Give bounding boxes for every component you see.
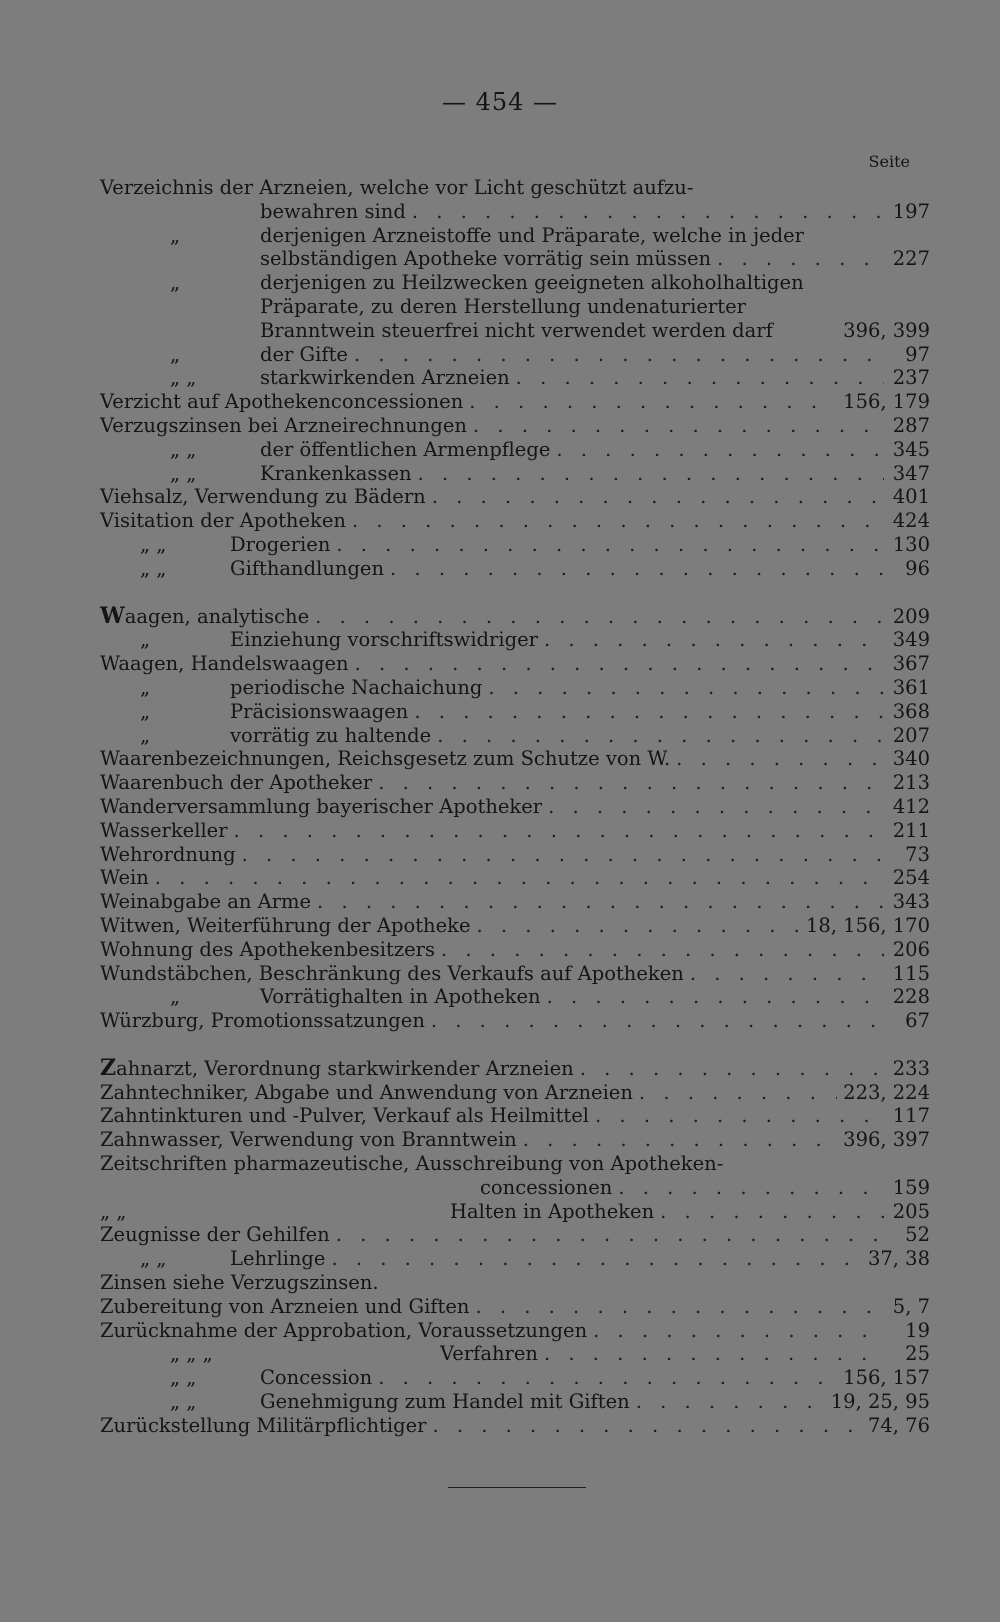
leader-dots [412, 200, 884, 224]
section-gap [100, 581, 930, 605]
index-entry [100, 938, 930, 962]
page-ref: 237 [892, 366, 930, 390]
leader-dots [437, 724, 884, 748]
index-entry [100, 1271, 930, 1295]
leader-dots [390, 557, 884, 581]
page-ref: 424 [892, 509, 930, 533]
index-entry [100, 200, 930, 224]
index-entry [100, 1342, 930, 1366]
page-ref: 197 [892, 199, 930, 223]
entry-text: Zinsen siehe Verzugszinsen. [100, 1271, 379, 1295]
leader-dots [556, 438, 884, 462]
index-entry [100, 962, 930, 986]
section-initial: Z [100, 1054, 117, 1081]
index-entry [100, 700, 930, 724]
leader-dots [595, 1104, 884, 1128]
ditto-mark: „ „ [140, 1247, 167, 1271]
page-ref: 367 [892, 652, 930, 676]
leader-dots [690, 962, 884, 986]
index-entry [100, 771, 930, 795]
ditto-mark: „ „ [170, 366, 197, 390]
leader-dots [331, 1247, 862, 1271]
page-ref: 347 [892, 461, 930, 485]
ditto-mark: „ [140, 628, 151, 652]
index-entry [100, 1176, 930, 1200]
entry-text: bewahren sind [260, 199, 406, 223]
leader-dots [548, 795, 884, 819]
entry-text: Witwen, Weiterführung der Apotheke [100, 913, 471, 937]
entry-text: Wein [100, 866, 149, 890]
leader-dots [242, 843, 884, 867]
page-ref: 25 [905, 1342, 930, 1366]
index-list [100, 176, 930, 1438]
leader-dots [476, 914, 799, 938]
page-ref: 287 [892, 413, 930, 437]
index-entry [100, 1319, 930, 1343]
index-entry [100, 1054, 930, 1081]
leader-dots [547, 985, 884, 1009]
ditto-mark: „ „ [170, 1390, 197, 1414]
entry-text: Waagen, analytische [100, 602, 310, 629]
page-ref: 412 [892, 794, 930, 818]
entry-text: Lehrlinge [230, 1247, 326, 1271]
index-entry [100, 390, 930, 414]
page-ref: 396, 399 [843, 318, 930, 342]
entry-text: Genehmigung zum Handel mit Giften [260, 1390, 630, 1414]
ditto-mark: „ [140, 723, 151, 747]
entry-text: Wohnung des Apothekenbesitzers [100, 937, 436, 961]
page-ref: 227 [892, 247, 930, 271]
ditto-mark: „ „ [140, 532, 167, 556]
ditto-mark: „ „ [170, 461, 197, 485]
leader-dots [414, 700, 884, 724]
page-ref: 96 [905, 556, 930, 580]
leader-dots [660, 1200, 884, 1224]
page-ref: 209 [892, 604, 930, 628]
index-entry [100, 1390, 930, 1414]
page-ref: 211 [892, 818, 930, 842]
entry-text: Drogerien [230, 532, 331, 556]
index-section [100, 602, 930, 1033]
leader-dots [676, 747, 884, 771]
page-ref: 206 [892, 937, 930, 961]
entry-text: concessionen [480, 1175, 613, 1199]
entry-text: Weinabgabe an Arme [100, 890, 312, 914]
page-ref: 156, 157 [843, 1366, 930, 1390]
index-entry [100, 890, 930, 914]
entry-text: Zubereitung von Arzneien und Giften [100, 1294, 470, 1318]
index-entry [100, 1247, 930, 1271]
leader-dots [378, 771, 884, 795]
entry-text: Waarenbuch der Apotheker [100, 771, 373, 795]
ditto-mark: „ [170, 271, 181, 295]
entry-text: Zeugnisse der Gehilfen [100, 1223, 330, 1247]
page-ref: 52 [905, 1223, 930, 1247]
index-entry [100, 319, 930, 343]
index-entry [100, 509, 930, 533]
index-entry [100, 271, 930, 295]
section-initial: W [100, 602, 125, 629]
entry-text: der Gifte [260, 342, 348, 366]
page-ref: 361 [892, 675, 930, 699]
leader-dots [488, 676, 884, 700]
index-entry [100, 247, 930, 271]
entry-text: Zeitschriften pharmazeutische, Ausschreibung von Apotheken- [100, 1152, 724, 1176]
ditto-mark: „ „ [170, 1366, 197, 1390]
leader-dots [523, 1128, 837, 1152]
index-entry [100, 1081, 930, 1105]
leader-dots [473, 414, 884, 438]
leader-dots [441, 938, 884, 962]
page-ref: 19 [905, 1318, 930, 1342]
index-entry [100, 1104, 930, 1128]
leader-dots [580, 1057, 884, 1081]
index-entry [100, 676, 930, 700]
entry-text: derjenigen Arzneistoffe und Präparate, welche in jeder [260, 223, 805, 247]
entry-text: Verfahren [440, 1342, 538, 1366]
entry-text: Verzeichnis der Arzneien, welche vor Licht geschützt aufzu- [100, 176, 694, 199]
entry-text: periodische Nachaichung [230, 675, 483, 699]
seite-label: Seite [868, 152, 910, 171]
index-entry [100, 485, 930, 509]
page-ref: 228 [892, 985, 930, 1009]
index-entry [100, 1128, 930, 1152]
entry-text: Zahntechniker, Abgabe und Anwendung von Arzneien [100, 1080, 633, 1104]
page-ref: 115 [892, 961, 930, 985]
ditto-mark: „ [140, 675, 151, 699]
leader-dots [544, 1342, 884, 1366]
leader-dots [378, 1366, 837, 1390]
entry-text: Gifthandlungen [230, 556, 385, 580]
entry-text: Zahnwasser, Verwendung von Branntwein [100, 1128, 517, 1152]
index-entry [100, 1295, 930, 1319]
ditto-mark: „ „ „ [170, 1342, 213, 1366]
page-ref: 18, 156, 170 [805, 913, 930, 937]
leader-dots [618, 1176, 884, 1200]
page-ref: 340 [892, 747, 930, 771]
entry-text: Wundstäbchen, Beschränkung des Verkaufs auf Apotheken [100, 961, 684, 985]
leader-dots [317, 890, 884, 914]
leader-dots [544, 628, 884, 652]
entry-text: Einziehung vorschriftswidriger [230, 628, 538, 652]
ditto-mark: „ [170, 342, 181, 366]
leader-dots [636, 1390, 825, 1414]
page-ref: 401 [892, 485, 930, 509]
index-entry [100, 985, 930, 1009]
leader-dots [352, 509, 884, 533]
entry-text: Viehsalz, Verwendung zu Bädern [100, 485, 426, 509]
index-entry [100, 1414, 930, 1438]
entry-text: Verzicht auf Apothekenconcessionen [100, 390, 464, 414]
leader-dots [315, 605, 884, 629]
entry-text: Präparate, zu deren Herstellung undenaturierter [260, 294, 746, 318]
leader-dots [234, 819, 884, 843]
ditto-mark: „ „ [170, 437, 197, 461]
leader-dots [469, 390, 837, 414]
index-entry [100, 295, 930, 319]
index-entry [100, 1152, 930, 1176]
page-ref: 73 [905, 842, 930, 866]
end-rule [448, 1487, 586, 1488]
entry-text: Zahnarzt, Verordnung starkwirkender Arzneien [100, 1054, 574, 1081]
page-ref: 74, 76 [867, 1413, 930, 1437]
index-entry [100, 795, 930, 819]
leader-dots [717, 247, 884, 271]
page-ref: 207 [892, 723, 930, 747]
entry-text: Concession [260, 1366, 373, 1390]
page-ref: 349 [892, 628, 930, 652]
page-ref: 67 [905, 1009, 930, 1033]
ditto-mark: „ „ [100, 1199, 127, 1223]
index-entry [100, 1009, 930, 1033]
leader-dots [593, 1319, 884, 1343]
index-section [100, 1054, 930, 1438]
page-ref: 19, 25, 95 [830, 1390, 930, 1414]
index-entry [100, 602, 930, 629]
index-entry [100, 819, 930, 843]
page-ref: 213 [892, 771, 930, 795]
page-ref: 396, 397 [843, 1128, 930, 1152]
page-ref: 254 [892, 866, 930, 890]
index-entry [100, 438, 930, 462]
index-entry [100, 1223, 930, 1247]
entry-text: Präcisionswaagen [230, 699, 409, 723]
entry-text: Verzugszinsen bei Arzneirechnungen [100, 413, 467, 437]
entry-text: derjenigen zu Heilzwecken geeigneten alkoholhaltigen [260, 271, 804, 295]
index-entry [100, 1366, 930, 1390]
ditto-mark: „ [140, 699, 151, 723]
index-entry [100, 652, 930, 676]
entry-text: Waarenbezeichnungen, Reichsgesetz zum Schutze von W. [100, 747, 671, 771]
index-entry [100, 557, 930, 581]
index-entry [100, 628, 930, 652]
index-entry [100, 414, 930, 438]
page-ref: 368 [892, 699, 930, 723]
leader-dots [475, 1295, 884, 1319]
page-ref: 5, 7 [892, 1294, 930, 1318]
entry-text: Branntwein steuerfrei nicht verwendet werden darf [260, 318, 773, 342]
entry-text: der öffentlichen Armenpflege [260, 437, 551, 461]
page-ref: 156, 179 [843, 390, 930, 414]
entry-text: Visitation der Apotheken [100, 509, 346, 533]
index-entry [100, 462, 930, 486]
leader-dots [432, 485, 884, 509]
leader-dots [354, 343, 884, 367]
entry-text: Halten in Apotheken [450, 1199, 655, 1223]
index-entry [100, 843, 930, 867]
page-ref: 205 [892, 1199, 930, 1223]
entry-text: Vorrätighalten in Apotheken [260, 985, 541, 1009]
leader-dots [639, 1081, 837, 1105]
index-entry [100, 343, 930, 367]
entry-text: starkwirkenden Arzneien [260, 366, 510, 390]
entry-text: vorrätig zu haltende [230, 723, 432, 747]
leader-dots [336, 533, 884, 557]
leader-dots [155, 866, 884, 890]
entry-text: Würzburg, Promotionssatzungen [100, 1009, 425, 1033]
entry-text: Wanderversammlung bayerischer Apotheker [100, 794, 543, 818]
section-gap [100, 1033, 930, 1057]
index-entry [100, 724, 930, 748]
entry-text: Zurückstellung Militärpflichtiger [100, 1413, 427, 1437]
page-ref: 223, 224 [843, 1080, 930, 1104]
index-entry [100, 224, 930, 248]
page-ref: 130 [892, 532, 930, 556]
index-entry [100, 1200, 930, 1224]
index-entry [100, 866, 930, 890]
index-entry [100, 176, 930, 200]
entry-text: Waagen, Handelswaagen [100, 652, 349, 676]
entry-text: Wasserkeller [100, 818, 228, 842]
entry-text: Krankenkassen [260, 461, 412, 485]
leader-dots [336, 1223, 884, 1247]
page-ref: 97 [905, 342, 930, 366]
page-ref: 345 [892, 437, 930, 461]
index-entry [100, 366, 930, 390]
ditto-mark: „ [170, 985, 181, 1009]
leader-dots [431, 1009, 884, 1033]
entry-text: selbständigen Apotheke vorrätig sein müssen [260, 247, 712, 271]
index-entry [100, 747, 930, 771]
page-ref: 37, 38 [867, 1247, 930, 1271]
ditto-mark: „ [170, 223, 181, 247]
page-number: — 454 — [441, 88, 559, 116]
page-ref: 233 [892, 1056, 930, 1080]
index-entry [100, 533, 930, 557]
page-ref: 159 [892, 1175, 930, 1199]
index-section [100, 176, 930, 581]
ditto-mark: „ „ [140, 556, 167, 580]
leader-dots [432, 1414, 862, 1438]
leader-dots [355, 652, 884, 676]
leader-dots [418, 462, 884, 486]
entry-text: Zurücknahme der Approbation, Voraussetzungen [100, 1318, 588, 1342]
page-ref: 117 [892, 1104, 930, 1128]
entry-text: Zahntinkturen und -Pulver, Verkauf als Heilmittel [100, 1104, 590, 1128]
page-ref: 343 [892, 890, 930, 914]
entry-text: Wehrordnung [100, 842, 236, 866]
leader-dots [516, 366, 884, 390]
index-entry [100, 914, 930, 938]
